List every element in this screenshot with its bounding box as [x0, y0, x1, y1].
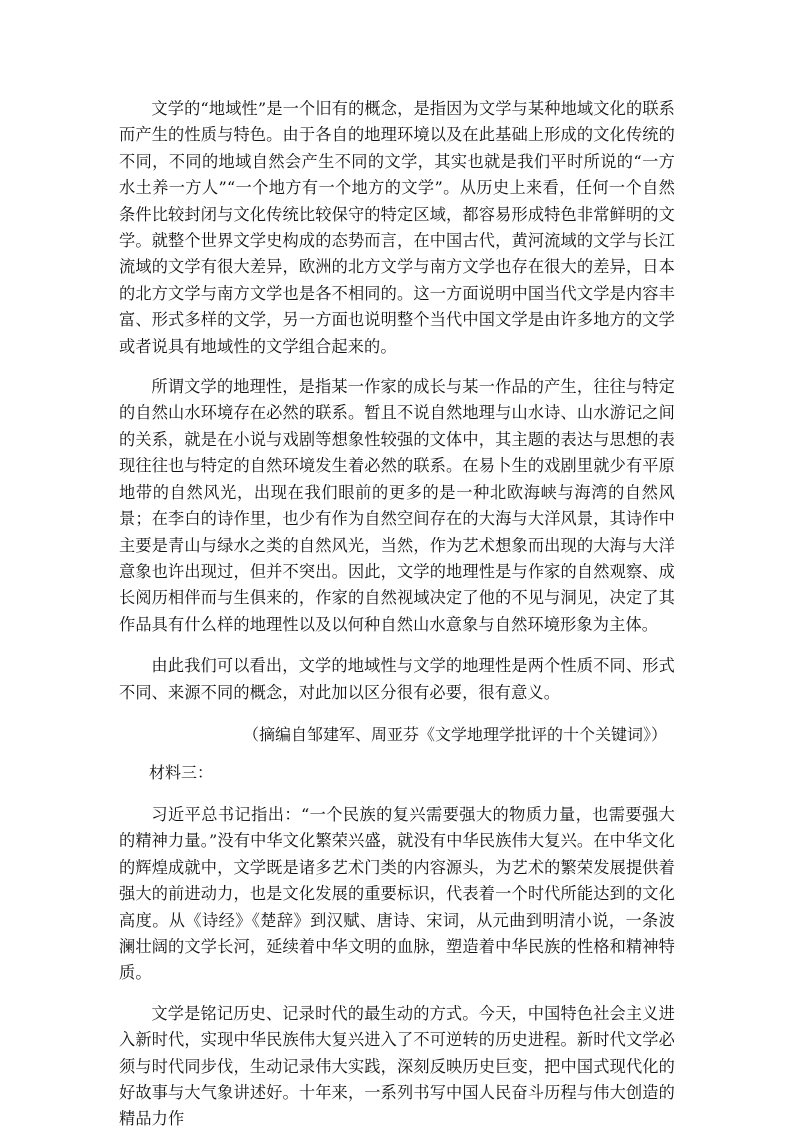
paragraph-literature-era: 文学是铭记历史、记录时代的最生动的方式。今天，中国特色社会主义进入新时代，实现中华民族伟大复兴进入了不可逆转的历史进程。新时代文学必须与时代同步伐，生动记录伟大实践，深刻反映历史巨变，把中国式现代化的好故事与大气象讲述好。十年来，一系列书写中国人民奋斗历程与伟大创造的精品力作	[119, 1003, 675, 1129]
paragraph-regional-literature: 文学的“地域性”是一个旧有的概念，是指因为文学与某种地域文化的联系而产生的性质与特色。由于各自的地理环境以及在此基础上形成的文化传统的不同，不同的地域自然会产生不同的文学，其实也就是我们平时所说的“一方水土养一方人”“一个地方有一个地方的文学”。从历史上来看，任何一个自然条件比较封闭与文化传统比较保守的特定区域，都容易形成特色非常鲜明的文学。就整个世界文学史构成的态势而言，在中国古代，黄河流域的文学与长江流域的文学有很大差异，欧洲的北方文学与南方文学也存在很大的差异，日本的北方文学与南方文学也是各不相同的。这一方面说明中国当代文学是内容丰富、形式多样的文学，另一方面也说明整个当代中国文学是由许多地方的文学或者说具有地域性的文学组合起来的。	[119, 99, 675, 356]
section-heading: 材料三：	[149, 762, 214, 782]
source-citation: （摘编自邹建军、周亚芬《文学地理学批评的十个关键词》）	[242, 724, 667, 744]
paragraph-cultural-revival: 习近平总书记指出：“一个民族的复兴需要强大的物质力量，也需要强大的精神力量。”没有中华文化繁荣兴盛，就没有中华民族伟大复兴。在中华文化的辉煌成就中，文学既是诸多艺术门类的内容源头，为艺术的繁荣发展提供着强大的前进动力，也是文化发展的重要标识，代表着一个时代所能达到的文化高度。从《诗经》《楚辞》到汉赋、唐诗、宋词，从元曲到明清小说，一条波澜壮阔的文学长河，延续着中华文明的血脉，塑造着中华民族的性格和精神特质。	[119, 804, 675, 983]
paragraph-geographic-literature: 所谓文学的地理性，是指某一作家的成长与某一作品的产生，往往与特定的自然山水环境存在必然的联系。暂且不说自然地理与山水诗、山水游记之间的关系，就是在小说与戏剧等想象性较强的文体中，其主题的表达与思想的表现往往也与特定的自然环境发生着必然的联系。在易卜生的戏剧里就少有平原地带的自然风光，出现在我们眼前的更多的是一种北欧海峡与海湾的自然风景；在李白的诗作里，也少有作为自然空间存在的大海与大洋风景，其诗作中主要是青山与绿水之类的自然风光，当然，作为艺术想象而出现的大海与大洋意象也许出现过，但并不突出。因此，文学的地理性是与作家的自然观察、成长阅历相伴而与生俱来的，作家的自然视域决定了他的不见与洞见，决定了其作品具有什么样的地理性以及以何种自然山水意象与自然环境形象为主体。	[119, 377, 675, 634]
paragraph-conclusion: 由此我们可以看出，文学的地域性与文学的地理性是两个性质不同、形式不同、来源不同的概念，对此加以区分很有必要，很有意义。	[119, 656, 675, 702]
document-page	[119, 96, 675, 1133]
